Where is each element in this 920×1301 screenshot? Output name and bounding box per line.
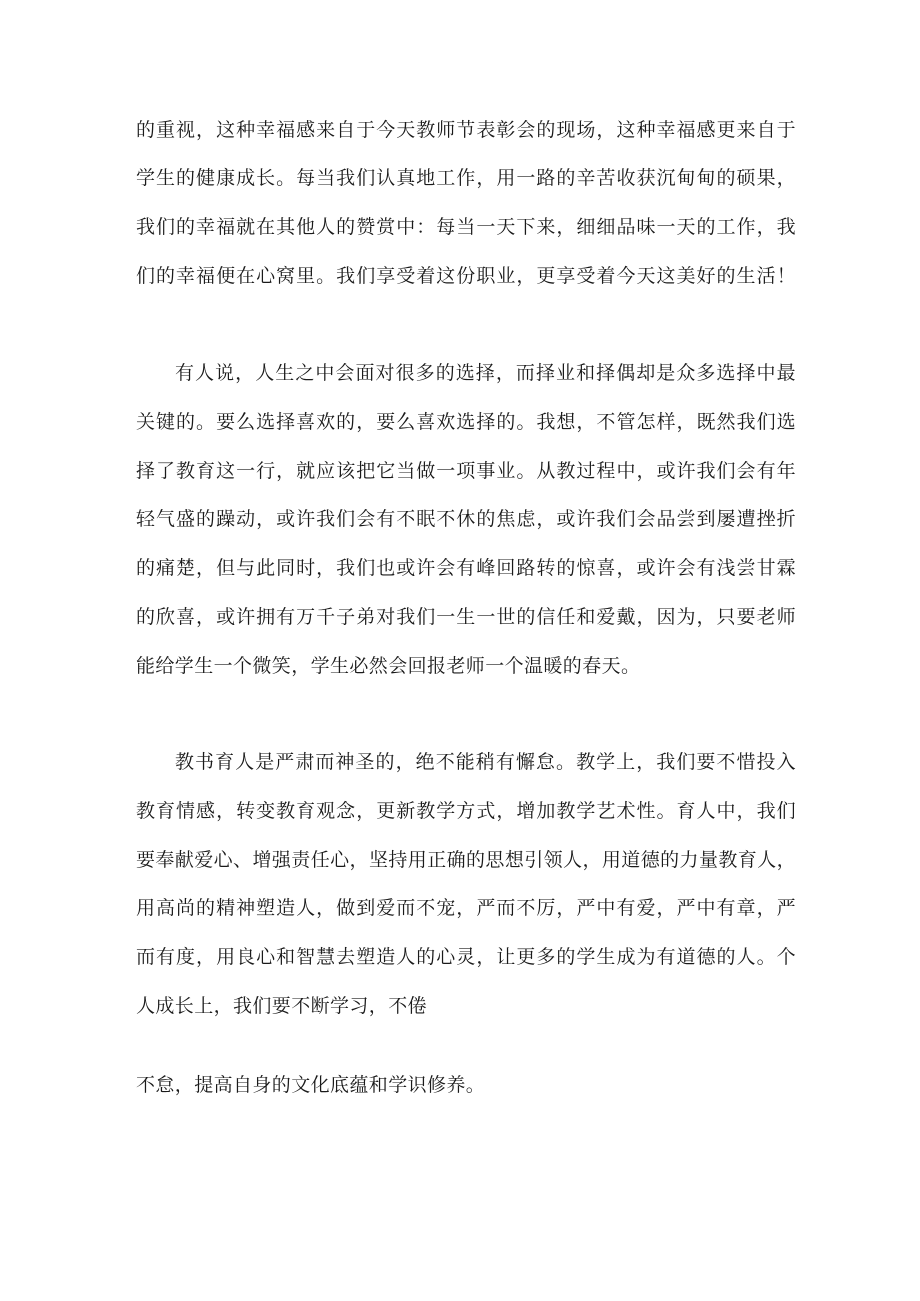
paragraph-line: 有人说，人生之中会面对很多的选择，而择业和择偶却是众多选择中最 <box>175 362 796 384</box>
paragraph-line: 而有度，用良心和智慧去塑造人的心灵，让更多的学生成为有道德的人。个 <box>136 946 796 968</box>
paragraph-line: 用高尚的精神塑造人，做到爱而不宠，严而不厉，严中有爱，严中有章，严 <box>136 897 796 919</box>
paragraph-line: 的重视，这种幸福感来自于今天教师节表彰会的现场，这种幸福感更来自于 <box>136 119 796 141</box>
paragraph-line: 学生的健康成长。每当我们认真地工作，用一路的辛苦收获沉甸甸的硕果， <box>136 167 796 189</box>
paragraph-line: 择了教育这一行，就应该把它当做一项事业。从教过程中，或许我们会有年 <box>136 460 796 482</box>
paragraph-line: 的欣喜，或许拥有万千子弟对我们一生一世的信任和爱戴，因为，只要老师 <box>136 606 796 628</box>
paragraph-line: 关键的。要么选择喜欢的，要么喜欢选择的。我想，不管怎样，既然我们选 <box>136 411 796 433</box>
paragraph-line: 人成长上，我们要不断学习，不倦 <box>136 995 428 1017</box>
paragraph-line: 教育情感，转变教育观念，更新教学方式，增加教学艺术性。育人中，我们 <box>136 800 796 822</box>
paragraph-line: 们的幸福便在心窝里。我们享受着这份职业，更享受着今天这美好的生活！ <box>136 265 796 287</box>
paragraph-line: 的痛楚，但与此同时，我们也或许会有峰回路转的惊喜，或许会有浅尝甘霖 <box>136 557 796 579</box>
paragraph-line: 教书育人是严肃而神圣的，绝不能稍有懈怠。教学上，我们要不惜投入 <box>175 751 796 773</box>
paragraph-line: 我们的幸福就在其他人的赞赏中：每当一天下来，细细品味一天的工作，我 <box>136 216 796 238</box>
paragraph-line: 能给学生一个微笑，学生必然会回报老师一个温暖的春天。 <box>136 655 641 677</box>
paragraph-line: 不怠，提高自身的文化底蕴和学识修养。 <box>136 1074 486 1096</box>
paragraph-line: 要奉献爱心、增强责任心，坚持用正确的思想引领人，用道德的力量教育人， <box>136 849 796 871</box>
paragraph-line: 轻气盛的躁动，或许我们会有不眠不休的焦虑，或许我们会品尝到屡遭挫折 <box>136 508 796 530</box>
